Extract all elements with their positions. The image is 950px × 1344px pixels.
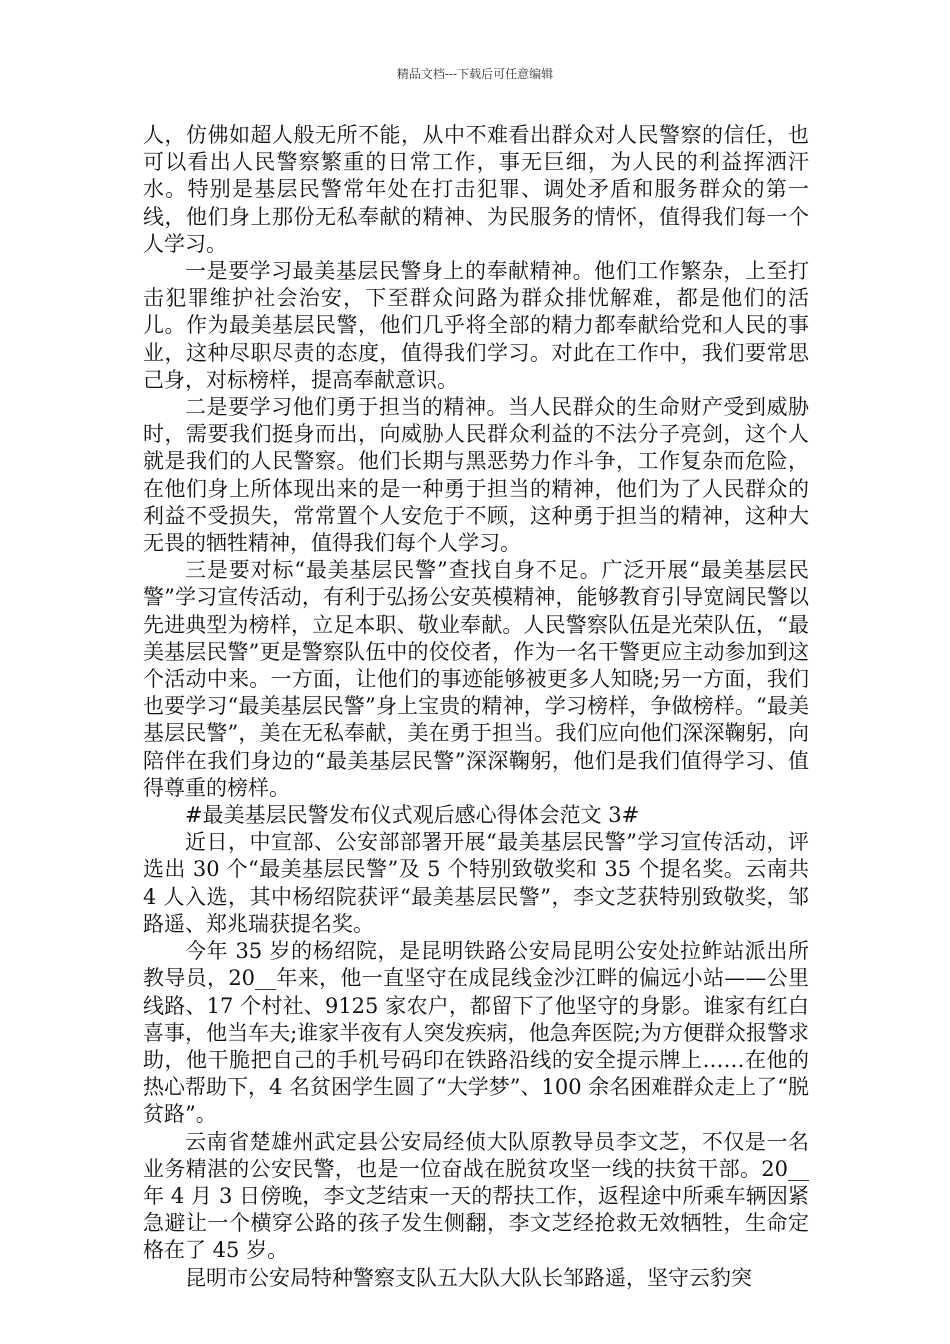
paragraph-benchmark: 三是要对标“最美基层民警”查找自身不足。广泛开展“最美基层民警”学习宣传活动，有利于弘扬公安英模精神，能够教育引导宽阔民警以先进典型为榜样，立足本职、敬业奉献。人民警察队伍是光荣队伍，“最美基层民警”更是警察队伍中的佼佼者，作为一名干警更应主动参加到这个活动中来。一方面，让他们的事迹能够被更多人知晓;另一方面，我们也要学习“最美基层民警”身上宝贵的精神，学习榜样，争做榜样。“最美基层民警”，美在无私奉献，美在勇于担当。我们应向他们深深鞠躬，向陪伴在我们身边的“最美基层民警”深深鞠躬，他们是我们值得学习、值得尊重的榜样。	[143, 558, 809, 800]
paragraph-zou-luyao: 昆明市公安局特种警察支队五大队大队长邹路遥，坚守云豹突	[185, 1265, 752, 1290]
paragraph-yang-shaoyuan: 今年 35 岁的杨绍院，是昆明铁路公安局昆明公安处拉鲊站派出所教导员，20__年来，他一直坚守在成昆线金沙江畔的偏远小站——公里线路、17 个村社、9125 家农户，都留下了他坚守的身影。谁家有红白喜事，他当车夫;谁家半夜有人突发疾病，他急奔医院;为方便群众报警求助，他干脆把自己的手机号码印在铁路沿线的安全提示牌上……在他的热心帮助下，4 名贫困学生圆了“大学梦”、100 余名困难群众走上了“脱贫路”。	[143, 939, 809, 1127]
page-header: 精品文档---下载后可任意编辑	[396, 67, 554, 81]
section-heading: #最美基层民警发布仪式观后感心得体会范文 3#	[185, 803, 640, 828]
paragraph-dedication: 一是要学习最美基层民警身上的奉献精神。他们工作繁杂，上至打击犯罪维护社会治安，下至群众问路为群众排忧解难，都是他们的活儿。作为最美基层民警，他们几乎将全部的精力都奉献给党和人民的事业，这种尽职尽责的态度，值得我们学习。对此在工作中，我们要常思己身，对标榜样，提高奉献意识。	[143, 259, 809, 392]
paragraph-announcement: 近日，中宣部、公安部部署开展“最美基层民警”学习宣传活动，评选出 30 个“最美基层民警”及 5 个特别致敬奖和 35 个提名奖。云南共 4 人入选，其中杨绍院获评“最美基层民警”，李文芝获特别致敬奖，邹路遥、郑兆瑞获提名奖。	[143, 830, 809, 936]
document-body	[143, 122, 809, 1292]
paragraph-responsibility: 二是要学习他们勇于担当的精神。当人民群众的生命财产受到威胁时，需要我们挺身而出，向威胁人民群众利益的不法分子亮剑，这个人就是我们的人民警察。他们长期与黑恶势力作斗争，工作复杂而危险，在他们身上所体现出来的是一种勇于担当的精神，他们为了人民群众的利益不受损失，常常置个人安危于不顾，这种勇于担当的精神，这种大无畏的牺牲精神，值得我们每个人学习。	[143, 395, 809, 556]
paragraph-intro: 人，仿佛如超人般无所不能，从中不难看出群众对人民警察的信任，也可以看出人民警察繁重的日常工作，事无巨细，为人民的利益挥洒汗水。特别是基层民警常年处在打击犯罪、调处矛盾和服务群众的第一线，他们身上那份无私奉献的精神、为民服务的情怀，值得我们每一个人学习。	[143, 123, 809, 256]
paragraph-li-wenzhi: 云南省楚雄州武定县公安局经侦大队原教导员李文芝，不仅是一名业务精湛的公安民警，也是一位奋战在脱贫攻坚一线的扶贫干部。20__年 4 月 3 日傍晚，李文芝结束一天的帮扶工作，返程途中所乘车辆因紧急避让一个横穿公路的孩子发生侧翻，李文芝经抢救无效牺牲，生命定格在了 45 岁。	[143, 1129, 809, 1263]
